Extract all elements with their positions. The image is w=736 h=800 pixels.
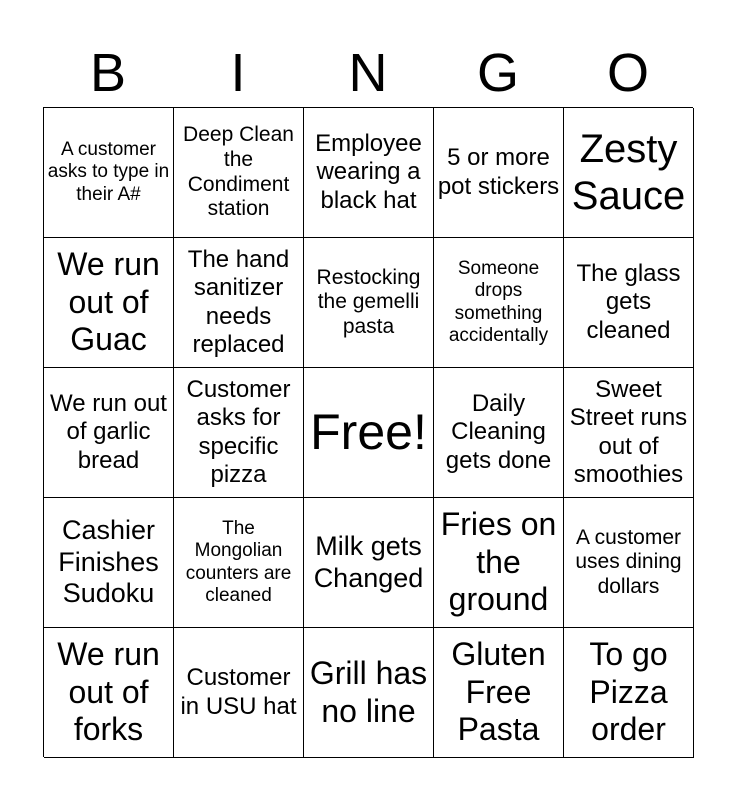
cell-text: We run out of forks <box>57 636 160 748</box>
cell-text: We run out of Guac <box>57 246 160 358</box>
bingo-cell-r3c1[interactable] <box>44 368 174 498</box>
bingo-cell-free[interactable] <box>304 368 434 498</box>
bingo-cell-r3c5[interactable] <box>564 368 694 498</box>
bingo-cell-r1c5[interactable] <box>564 108 694 238</box>
cell-text: The hand sanitizer needs replaced <box>187 246 290 358</box>
bingo-cell-r2c5[interactable] <box>564 238 694 368</box>
header-letter-b: B <box>89 43 127 103</box>
bingo-cell-r1c1[interactable] <box>44 108 174 238</box>
header-letter-g: G <box>476 43 519 103</box>
bingo-cell-r1c3[interactable] <box>304 108 434 238</box>
bingo-cell-r4c3[interactable] <box>304 498 434 628</box>
bingo-cell-r3c2[interactable] <box>174 368 304 498</box>
cell-text: Milk gets Changed <box>313 530 424 593</box>
bingo-cell-r5c3[interactable] <box>304 628 434 758</box>
cell-text: Someone drops something accidentally <box>448 258 549 346</box>
bingo-cell-r4c5[interactable] <box>564 498 694 628</box>
cell-text: Grill has no line <box>309 655 428 729</box>
bingo-cell-r4c4[interactable] <box>434 498 564 628</box>
cell-text: Zesty Sauce <box>571 126 686 218</box>
bingo-header <box>43 38 693 108</box>
bingo-cell-r2c4[interactable] <box>434 238 564 368</box>
cell-text: Gluten Free Pasta <box>451 636 546 748</box>
bingo-cell-r5c5[interactable] <box>564 628 694 758</box>
cell-text: We run out of garlic bread <box>50 390 167 474</box>
free-space-text: Free! <box>310 404 427 461</box>
header-letter-o: O <box>606 43 649 103</box>
bingo-board <box>43 107 693 757</box>
cell-text: To go Pizza order <box>589 636 668 748</box>
bingo-cell-r1c2[interactable] <box>174 108 304 238</box>
cell-text: Customer in USU hat <box>180 664 297 720</box>
cell-text: Customer asks for specific pizza <box>186 376 291 488</box>
cell-text: The Mongolian counters are cleaned <box>185 518 292 606</box>
cell-text: Daily Cleaning gets done <box>445 390 552 474</box>
bingo-cell-r5c4[interactable] <box>434 628 564 758</box>
cell-text: 5 or more pot stickers <box>437 144 560 200</box>
cell-text: The glass gets cleaned <box>576 260 681 344</box>
bingo-cell-r2c2[interactable] <box>174 238 304 368</box>
bingo-cell-r2c3[interactable] <box>304 238 434 368</box>
cell-text: Restocking the gemelli pasta <box>316 265 421 338</box>
bingo-cell-r2c1[interactable] <box>44 238 174 368</box>
bingo-cell-r4c2[interactable] <box>174 498 304 628</box>
bingo-cell-r1c4[interactable] <box>434 108 564 238</box>
cell-text: A customer asks to type in their A# <box>47 139 170 205</box>
cell-text: A customer uses dining dollars <box>575 525 682 598</box>
cell-text: Deep Clean the Condiment station <box>183 123 294 221</box>
cell-text: Sweet Street runs out of smoothies <box>569 376 688 488</box>
bingo-cell-r5c1[interactable] <box>44 628 174 758</box>
cell-text: Employee wearing a black hat <box>315 130 422 214</box>
bingo-cell-r5c2[interactable] <box>174 628 304 758</box>
header-letter-i: I <box>230 43 246 103</box>
bingo-cell-r4c1[interactable] <box>44 498 174 628</box>
cell-text: Cashier Finishes Sudoku <box>58 515 159 609</box>
header-letter-n: N <box>348 43 388 103</box>
bingo-cell-r3c4[interactable] <box>434 368 564 498</box>
cell-text: Fries on the ground <box>440 506 557 618</box>
